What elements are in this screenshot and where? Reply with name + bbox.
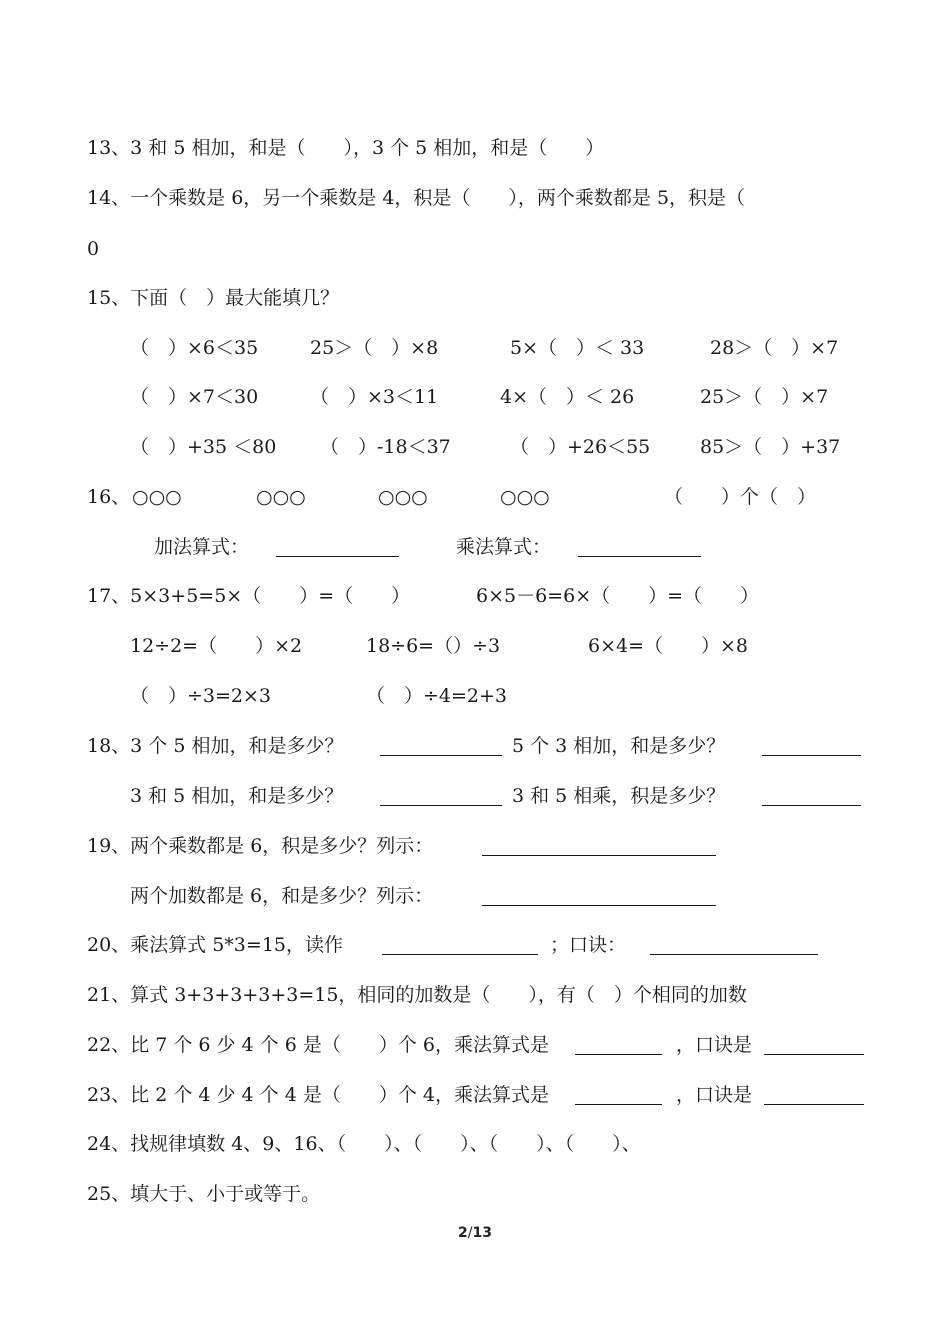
answer-line[interactable] xyxy=(575,1054,662,1055)
circle-group: ○○○ xyxy=(500,486,550,508)
question-20-b: ；口诀： xyxy=(550,934,627,956)
question-23-b: ，口诀是 xyxy=(676,1084,753,1106)
answer-line[interactable] xyxy=(482,905,716,906)
question-25: 25、填大于、小于或等于。 xyxy=(87,1183,321,1205)
answer-line[interactable] xyxy=(762,805,861,806)
q15-item: （ ）+35 ＜80 xyxy=(130,436,277,458)
answer-line[interactable] xyxy=(578,556,701,557)
answer-line[interactable] xyxy=(764,1104,864,1105)
circle-group: ○○○ xyxy=(132,486,182,508)
page-separator: / xyxy=(467,1225,473,1241)
question-18-c: 3 和 5 相加，和是多少？ xyxy=(130,785,344,807)
circle-group: ○○○ xyxy=(378,486,428,508)
question-15: 15、下面（ ）最大能填几？ xyxy=(87,287,340,309)
question-18-a: 18、3 个 5 相加，和是多少？ xyxy=(87,735,344,757)
q16-answer: （ ）个（ ） xyxy=(664,486,817,508)
q15-item: （ ）-18＜37 xyxy=(320,436,451,458)
q17-item: （ ）÷4=2+3 xyxy=(366,685,508,707)
q17-item: 6×4=（ ）×8 xyxy=(588,635,749,657)
question-19-b: 两个加数都是 6，和是多少？列示： xyxy=(130,885,434,907)
answer-line[interactable] xyxy=(276,556,399,557)
question-16-number: 16、 xyxy=(87,486,131,508)
q17-item: （ ）÷3=2×3 xyxy=(130,685,272,707)
question-24: 24、找规律填数 4、9、16、（ ）、（ ）、（ ）、（ ）、 xyxy=(87,1133,641,1155)
answer-line[interactable] xyxy=(380,805,502,806)
q15-item: 85＞（ ）+37 xyxy=(700,436,841,458)
question-23-a: 23、比 2 个 4 少 4 个 4 是（ ）个 4，乘法算式是 xyxy=(87,1084,549,1106)
q15-item: （ ）×6＜35 xyxy=(130,337,259,359)
answer-line[interactable] xyxy=(382,954,538,955)
answer-line[interactable] xyxy=(764,1054,864,1055)
q15-item: （ ）+26＜55 xyxy=(510,436,651,458)
q15-item: 5×（ ）＜ 33 xyxy=(510,337,645,359)
question-14-line1: 14、一个乘数是 6，另一个乘数是 4，积是（ ），两个乘数都是 5，积是（ xyxy=(87,187,746,209)
answer-line[interactable] xyxy=(762,755,861,756)
q17-item: 18÷6=（）÷3 xyxy=(366,635,501,657)
question-22-b: ，口诀是 xyxy=(676,1034,753,1056)
question-18-d: 3 和 5 相乘，积是多少？ xyxy=(512,785,726,807)
page-current: 2 xyxy=(458,1225,468,1241)
circle-group: ○○○ xyxy=(256,486,306,508)
answer-line[interactable] xyxy=(482,855,716,856)
q15-item: 28＞（ ）×7 xyxy=(710,337,839,359)
question-13: 13、3 和 5 相加，和是（ ），3 个 5 相加，和是（ ） xyxy=(87,137,605,159)
question-18-b: 5 个 3 相加，和是多少？ xyxy=(512,735,726,757)
q16-add-label: 加法算式： xyxy=(154,536,250,558)
question-17-b: 6×5－6=6×（ ）=（ ） xyxy=(476,585,760,607)
question-21: 21、算式 3+3+3+3+3=15，相同的加数是（ ），有（ ）个相同的加数 xyxy=(87,984,747,1006)
answer-line[interactable] xyxy=(380,755,502,756)
answer-line[interactable] xyxy=(650,954,818,955)
question-17-a: 17、5×3+5=5×（ ）=（ ） xyxy=(87,585,411,607)
q15-item: 25＞（ ）×8 xyxy=(310,337,439,359)
question-20-a: 20、乘法算式 5*3=15，读作 xyxy=(87,934,343,956)
question-14-line2: 0 xyxy=(87,238,100,260)
q17-item: 12÷2=（ ）×2 xyxy=(130,635,303,657)
question-19-a: 19、两个乘数都是 6，积是多少？列示： xyxy=(87,835,434,857)
q15-item: （ ）×7＜30 xyxy=(130,386,259,408)
page-number xyxy=(0,1225,950,1241)
question-22-a: 22、比 7 个 6 少 4 个 6 是（ ）个 6，乘法算式是 xyxy=(87,1034,549,1056)
answer-line[interactable] xyxy=(575,1104,662,1105)
q15-item: 25＞（ ）×7 xyxy=(700,386,829,408)
page-total: 13 xyxy=(472,1225,492,1241)
q15-item: 4×（ ）＜ 26 xyxy=(500,386,635,408)
q15-item: （ ）×3＜11 xyxy=(310,386,439,408)
q16-mul-label: 乘法算式： xyxy=(456,536,552,558)
